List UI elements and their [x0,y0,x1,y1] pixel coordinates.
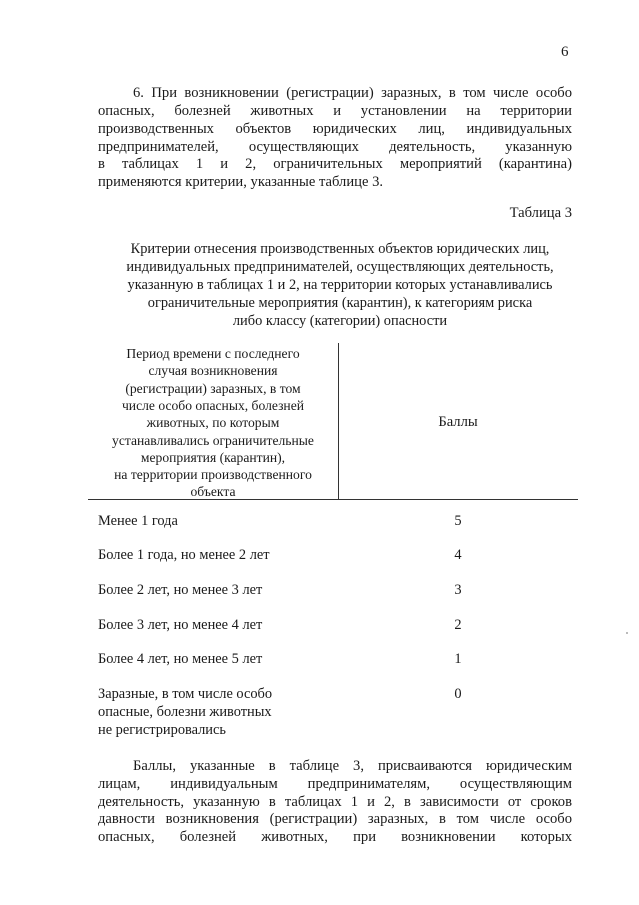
table-label: Таблица 3 [509,205,572,221]
intro-line: в таблицах 1 и 2, ограничительных мероприятий (карантина) [98,156,572,172]
outro-line: давности возникновения (регистрации) заразных, в том числе особо [98,811,572,827]
scan-speck [626,632,628,634]
table-row [0,546,639,566]
outro-line: деятельность, указанную в таблицах 1 и 2, в зависимости от сроков [98,794,572,810]
caption-line: ограничительные мероприятия (карантин), к категориям риска [147,295,533,311]
header-period-line: устанавливались ограничительные [112,433,314,448]
row-period: Более 3 лет, но менее 4 лет [98,617,263,633]
table-column-divider [338,343,339,499]
row-score: 2 [454,617,462,633]
caption-line: указанную в таблицах 1 и 2, на территории которых устанавливались [127,277,553,293]
table-row [0,581,639,601]
outro-line: лицам, индивидуальным предпринимателям, осуществляющим [98,776,572,792]
table-header-score: Баллы [438,414,478,430]
row-score: 1 [454,651,462,667]
outro-line: Баллы, указанные в таблице 3, присваиваются юридическим [133,758,572,774]
row-score: 3 [454,582,462,598]
header-period-line: числе особо опасных, болезней [121,398,305,413]
outro-line: опасных, болезней животных, при возникновении которых [98,829,572,845]
table-row [0,616,639,636]
row-period: Менее 1 года [98,513,178,529]
header-period-line: случая возникновения [148,363,278,378]
header-period-line: мероприятия (карантин), [140,450,286,465]
caption-line: Критерии отнесения производственных объектов юридических лиц, [130,241,550,257]
table-row [0,685,639,741]
row-period-line: не регистрировались [98,722,226,738]
caption-line: индивидуальных предпринимателей, осуществляющих деятельность, [126,259,554,275]
caption-line: либо классу (категории) опасности [232,313,448,329]
header-period-line: на территории производственного [114,467,312,482]
header-period-line: животных, по которым [146,415,280,430]
row-period: Более 2 лет, но менее 3 лет [98,582,263,598]
row-period: Более 1 года, но менее 2 лет [98,547,270,563]
header-period-line: (регистрации) заразных, в том [125,381,301,396]
header-period-line: объекта [190,484,236,499]
table-row [0,650,639,670]
intro-line: производственных объектов юридических лиц, индивидуальных [98,121,572,137]
row-score: 5 [454,513,462,529]
row-score: 0 [454,686,462,702]
intro-line: применяются критерии, указанные таблице 3. [98,174,384,190]
header-period-line: Период времени с последнего [126,346,300,361]
row-score: 4 [454,547,462,563]
intro-line: опасных, болезней животных и установлении на территории [98,103,572,119]
table-row [0,512,639,532]
row-period: Более 4 лет, но менее 5 лет [98,651,263,667]
page-number: 6 [561,44,569,60]
intro-line: 6. При возникновении (регистрации) заразных, в том числе особо [133,85,572,101]
row-period-line: опасные, болезни животных [98,704,272,720]
intro-line: предпринимателей, осуществляющих деятельность, указанную [98,139,572,155]
row-period-line: Заразные, в том числе особо [98,686,273,702]
